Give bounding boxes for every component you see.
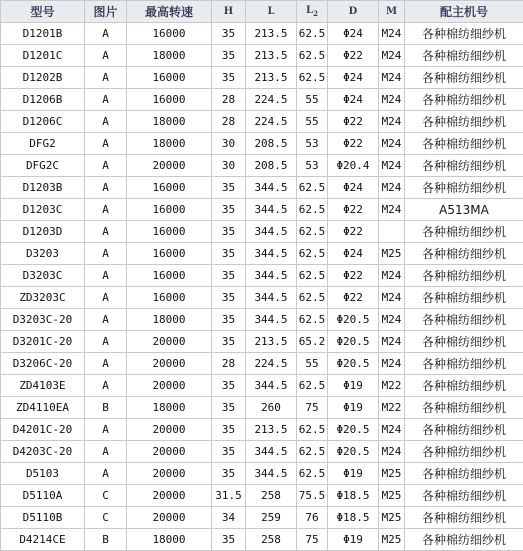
cell-m	[379, 221, 405, 243]
cell-host-machine: 各种棉纺细纱机	[405, 111, 523, 133]
cell-d: Φ18.5	[328, 485, 379, 507]
cell-model: ZD3203C	[1, 287, 85, 309]
cell-d: Φ22	[328, 133, 379, 155]
cell-host-machine: 各种棉纺细纱机	[405, 485, 523, 507]
cell-l2: 75	[297, 397, 328, 419]
table-row	[1, 111, 523, 133]
cell-d: Φ24	[328, 243, 379, 265]
cell-model: D1203B	[1, 177, 85, 199]
cell-l2: 62.5	[297, 67, 328, 89]
cell-h: 30	[212, 155, 246, 177]
cell-l: 224.5	[246, 111, 297, 133]
table-row	[1, 507, 523, 529]
table-row	[1, 265, 523, 287]
cell-l2: 62.5	[297, 265, 328, 287]
cell-host-machine: 各种棉纺细纱机	[405, 89, 523, 111]
cell-picture: A	[85, 309, 127, 331]
table-row	[1, 353, 523, 375]
cell-m: M24	[379, 67, 405, 89]
cell-model: D1201C	[1, 45, 85, 67]
cell-d: Φ20.5	[328, 441, 379, 463]
cell-l: 344.5	[246, 441, 297, 463]
cell-h: 35	[212, 243, 246, 265]
header-picture: 图片	[85, 1, 127, 23]
cell-l2: 62.5	[297, 441, 328, 463]
cell-l: 213.5	[246, 45, 297, 67]
cell-l: 344.5	[246, 375, 297, 397]
cell-h: 35	[212, 287, 246, 309]
cell-max-speed: 18000	[127, 133, 212, 155]
header-m: M	[379, 1, 405, 23]
cell-h: 35	[212, 177, 246, 199]
cell-l2: 62.5	[297, 45, 328, 67]
cell-d: Φ20.4	[328, 155, 379, 177]
cell-h: 34	[212, 507, 246, 529]
cell-l: 344.5	[246, 221, 297, 243]
cell-l2: 62.5	[297, 243, 328, 265]
cell-model: D1206B	[1, 89, 85, 111]
cell-m: M24	[379, 45, 405, 67]
cell-m: M24	[379, 331, 405, 353]
cell-host-machine: 各种棉纺细纱机	[405, 441, 523, 463]
cell-max-speed: 20000	[127, 419, 212, 441]
cell-model: D1203C	[1, 199, 85, 221]
cell-host-machine: 各种棉纺细纱机	[405, 265, 523, 287]
cell-model: D5110B	[1, 507, 85, 529]
cell-h: 35	[212, 397, 246, 419]
cell-l: 224.5	[246, 353, 297, 375]
cell-picture: A	[85, 133, 127, 155]
cell-max-speed: 18000	[127, 111, 212, 133]
cell-l: 213.5	[246, 23, 297, 45]
cell-host-machine: 各种棉纺细纱机	[405, 287, 523, 309]
cell-l: 344.5	[246, 177, 297, 199]
table-row	[1, 529, 523, 551]
cell-l: 344.5	[246, 265, 297, 287]
cell-l2: 55	[297, 353, 328, 375]
cell-max-speed: 18000	[127, 529, 212, 551]
cell-picture: A	[85, 265, 127, 287]
cell-l: 213.5	[246, 67, 297, 89]
cell-d: Φ22	[328, 199, 379, 221]
table-row	[1, 155, 523, 177]
cell-h: 35	[212, 67, 246, 89]
cell-h: 35	[212, 23, 246, 45]
cell-l: 344.5	[246, 243, 297, 265]
cell-l: 258	[246, 485, 297, 507]
cell-max-speed: 16000	[127, 221, 212, 243]
cell-d: Φ24	[328, 89, 379, 111]
cell-picture: A	[85, 67, 127, 89]
cell-l: 213.5	[246, 331, 297, 353]
cell-m: M24	[379, 353, 405, 375]
cell-l2: 62.5	[297, 287, 328, 309]
cell-model: D4201C-20	[1, 419, 85, 441]
cell-m: M25	[379, 485, 405, 507]
cell-model: D1202B	[1, 67, 85, 89]
cell-l2: 62.5	[297, 199, 328, 221]
cell-l: 260	[246, 397, 297, 419]
cell-max-speed: 16000	[127, 67, 212, 89]
header-h: H	[212, 1, 246, 23]
cell-d: Φ22	[328, 45, 379, 67]
cell-l: 344.5	[246, 199, 297, 221]
cell-model: DFG2	[1, 133, 85, 155]
cell-l2: 62.5	[297, 221, 328, 243]
cell-picture: C	[85, 485, 127, 507]
cell-l2: 75	[297, 529, 328, 551]
cell-m: M24	[379, 111, 405, 133]
table-row	[1, 67, 523, 89]
cell-m: M24	[379, 23, 405, 45]
cell-max-speed: 20000	[127, 375, 212, 397]
cell-d: Φ19	[328, 397, 379, 419]
cell-l2: 55	[297, 111, 328, 133]
table-row	[1, 331, 523, 353]
cell-l2: 62.5	[297, 309, 328, 331]
cell-l2: 62.5	[297, 419, 328, 441]
cell-l2: 62.5	[297, 177, 328, 199]
table-row	[1, 485, 523, 507]
cell-m: M24	[379, 265, 405, 287]
cell-m: M22	[379, 375, 405, 397]
cell-d: Φ18.5	[328, 507, 379, 529]
cell-picture: A	[85, 89, 127, 111]
cell-max-speed: 16000	[127, 89, 212, 111]
cell-picture: A	[85, 177, 127, 199]
cell-h: 35	[212, 199, 246, 221]
cell-l2: 75.5	[297, 485, 328, 507]
cell-max-speed: 20000	[127, 507, 212, 529]
cell-host-machine: 各种棉纺细纱机	[405, 155, 523, 177]
cell-max-speed: 18000	[127, 309, 212, 331]
cell-picture: A	[85, 375, 127, 397]
cell-l: 344.5	[246, 287, 297, 309]
table-row	[1, 177, 523, 199]
cell-d: Φ22	[328, 287, 379, 309]
cell-picture: A	[85, 287, 127, 309]
cell-max-speed: 20000	[127, 463, 212, 485]
header-l: L	[246, 1, 297, 23]
cell-max-speed: 16000	[127, 199, 212, 221]
cell-h: 35	[212, 529, 246, 551]
cell-d: Φ19	[328, 463, 379, 485]
cell-l2: 62.5	[297, 23, 328, 45]
cell-picture: A	[85, 353, 127, 375]
cell-max-speed: 18000	[127, 397, 212, 419]
cell-max-speed: 20000	[127, 353, 212, 375]
cell-d: Φ24	[328, 67, 379, 89]
cell-l: 259	[246, 507, 297, 529]
table-row	[1, 221, 523, 243]
cell-picture: A	[85, 45, 127, 67]
cell-host-machine: 各种棉纺细纱机	[405, 331, 523, 353]
cell-model: ZD4110EA	[1, 397, 85, 419]
header-l2	[297, 1, 328, 23]
cell-m: M24	[379, 287, 405, 309]
cell-max-speed: 16000	[127, 265, 212, 287]
cell-host-machine: A513MA	[405, 199, 523, 221]
cell-d: Φ19	[328, 375, 379, 397]
table-row	[1, 133, 523, 155]
table-row	[1, 23, 523, 45]
cell-d: Φ20.5	[328, 353, 379, 375]
cell-l: 344.5	[246, 309, 297, 331]
cell-d: Φ24	[328, 177, 379, 199]
cell-l2: 55	[297, 89, 328, 111]
cell-d: Φ20.5	[328, 309, 379, 331]
table-row	[1, 375, 523, 397]
cell-l2: 62.5	[297, 375, 328, 397]
cell-m: M24	[379, 419, 405, 441]
cell-h: 30	[212, 133, 246, 155]
cell-model: D1206C	[1, 111, 85, 133]
cell-host-machine: 各种棉纺细纱机	[405, 45, 523, 67]
header-model: 型号	[1, 1, 85, 23]
cell-model: D1203D	[1, 221, 85, 243]
cell-max-speed: 20000	[127, 331, 212, 353]
cell-host-machine: 各种棉纺细纱机	[405, 353, 523, 375]
cell-h: 35	[212, 463, 246, 485]
cell-m: M25	[379, 529, 405, 551]
cell-picture: A	[85, 331, 127, 353]
table-row	[1, 287, 523, 309]
cell-h: 35	[212, 331, 246, 353]
table-row	[1, 45, 523, 67]
table-row	[1, 309, 523, 331]
cell-host-machine: 各种棉纺细纱机	[405, 133, 523, 155]
cell-host-machine: 各种棉纺细纱机	[405, 221, 523, 243]
cell-d: Φ22	[328, 265, 379, 287]
table-body	[1, 23, 523, 551]
cell-l: 208.5	[246, 133, 297, 155]
cell-m: M24	[379, 309, 405, 331]
cell-host-machine: 各种棉纺细纱机	[405, 375, 523, 397]
cell-h: 28	[212, 89, 246, 111]
cell-picture: B	[85, 397, 127, 419]
cell-l2: 53	[297, 133, 328, 155]
cell-l: 258	[246, 529, 297, 551]
cell-l: 224.5	[246, 89, 297, 111]
cell-model: DFG2C	[1, 155, 85, 177]
cell-m: M24	[379, 89, 405, 111]
cell-picture: A	[85, 155, 127, 177]
cell-d: Φ24	[328, 23, 379, 45]
cell-model: ZD4103E	[1, 375, 85, 397]
cell-model: D3206C-20	[1, 353, 85, 375]
table-row	[1, 199, 523, 221]
cell-picture: A	[85, 111, 127, 133]
cell-m: M24	[379, 199, 405, 221]
cell-max-speed: 16000	[127, 287, 212, 309]
header-host-machine: 配主机号	[405, 1, 523, 23]
cell-h: 35	[212, 419, 246, 441]
cell-picture: C	[85, 507, 127, 529]
cell-h: 35	[212, 45, 246, 67]
cell-host-machine: 各种棉纺细纱机	[405, 397, 523, 419]
cell-m: M24	[379, 441, 405, 463]
cell-h: 35	[212, 441, 246, 463]
cell-max-speed: 20000	[127, 485, 212, 507]
cell-h: 35	[212, 375, 246, 397]
cell-m: M24	[379, 155, 405, 177]
cell-host-machine: 各种棉纺细纱机	[405, 177, 523, 199]
cell-model: D3203	[1, 243, 85, 265]
cell-l2: 62.5	[297, 463, 328, 485]
cell-host-machine: 各种棉纺细纱机	[405, 507, 523, 529]
cell-max-speed: 20000	[127, 441, 212, 463]
cell-max-speed: 16000	[127, 177, 212, 199]
cell-model: D3203C-20	[1, 309, 85, 331]
cell-max-speed: 16000	[127, 243, 212, 265]
cell-host-machine: 各种棉纺细纱机	[405, 529, 523, 551]
cell-max-speed: 18000	[127, 45, 212, 67]
cell-host-machine: 各种棉纺细纱机	[405, 309, 523, 331]
cell-h: 35	[212, 309, 246, 331]
table-row	[1, 463, 523, 485]
cell-host-machine: 各种棉纺细纱机	[405, 23, 523, 45]
table-row	[1, 243, 523, 265]
cell-picture: A	[85, 23, 127, 45]
header-d: D	[328, 1, 379, 23]
header-row	[1, 1, 523, 23]
cell-d: Φ19	[328, 529, 379, 551]
cell-max-speed: 20000	[127, 155, 212, 177]
cell-m: M25	[379, 463, 405, 485]
cell-model: D1201B	[1, 23, 85, 45]
cell-model: D5103	[1, 463, 85, 485]
cell-d: Φ20.5	[328, 331, 379, 353]
cell-model: D4203C-20	[1, 441, 85, 463]
cell-l2: 76	[297, 507, 328, 529]
cell-picture: A	[85, 419, 127, 441]
cell-picture: A	[85, 243, 127, 265]
cell-d: Φ22	[328, 111, 379, 133]
cell-m: M22	[379, 397, 405, 419]
cell-host-machine: 各种棉纺细纱机	[405, 419, 523, 441]
cell-picture: A	[85, 199, 127, 221]
cell-l: 344.5	[246, 463, 297, 485]
cell-model: D4214CE	[1, 529, 85, 551]
cell-picture: A	[85, 463, 127, 485]
cell-d: Φ20.5	[328, 419, 379, 441]
cell-picture: A	[85, 441, 127, 463]
header-l2-main: L	[306, 5, 313, 16]
cell-h: 35	[212, 221, 246, 243]
cell-model: D3201C-20	[1, 331, 85, 353]
header-l2-sub: 2	[313, 9, 318, 18]
cell-h: 35	[212, 265, 246, 287]
cell-host-machine: 各种棉纺细纱机	[405, 67, 523, 89]
table-row	[1, 89, 523, 111]
cell-m: M25	[379, 243, 405, 265]
cell-h: 28	[212, 353, 246, 375]
table-row	[1, 419, 523, 441]
cell-l2: 65.2	[297, 331, 328, 353]
cell-m: M25	[379, 507, 405, 529]
cell-model: D5110A	[1, 485, 85, 507]
cell-l: 208.5	[246, 155, 297, 177]
cell-h: 31.5	[212, 485, 246, 507]
cell-l: 213.5	[246, 419, 297, 441]
header-max-speed: 最高转速	[127, 1, 212, 23]
cell-d: Φ22	[328, 221, 379, 243]
cell-model: D3203C	[1, 265, 85, 287]
cell-m: M24	[379, 133, 405, 155]
cell-h: 28	[212, 111, 246, 133]
cell-max-speed: 16000	[127, 23, 212, 45]
cell-host-machine: 各种棉纺细纱机	[405, 463, 523, 485]
cell-m: M24	[379, 177, 405, 199]
table-row	[1, 441, 523, 463]
table-row	[1, 397, 523, 419]
cell-picture: B	[85, 529, 127, 551]
cell-host-machine: 各种棉纺细纱机	[405, 243, 523, 265]
cell-l2: 53	[297, 155, 328, 177]
cell-picture: A	[85, 221, 127, 243]
